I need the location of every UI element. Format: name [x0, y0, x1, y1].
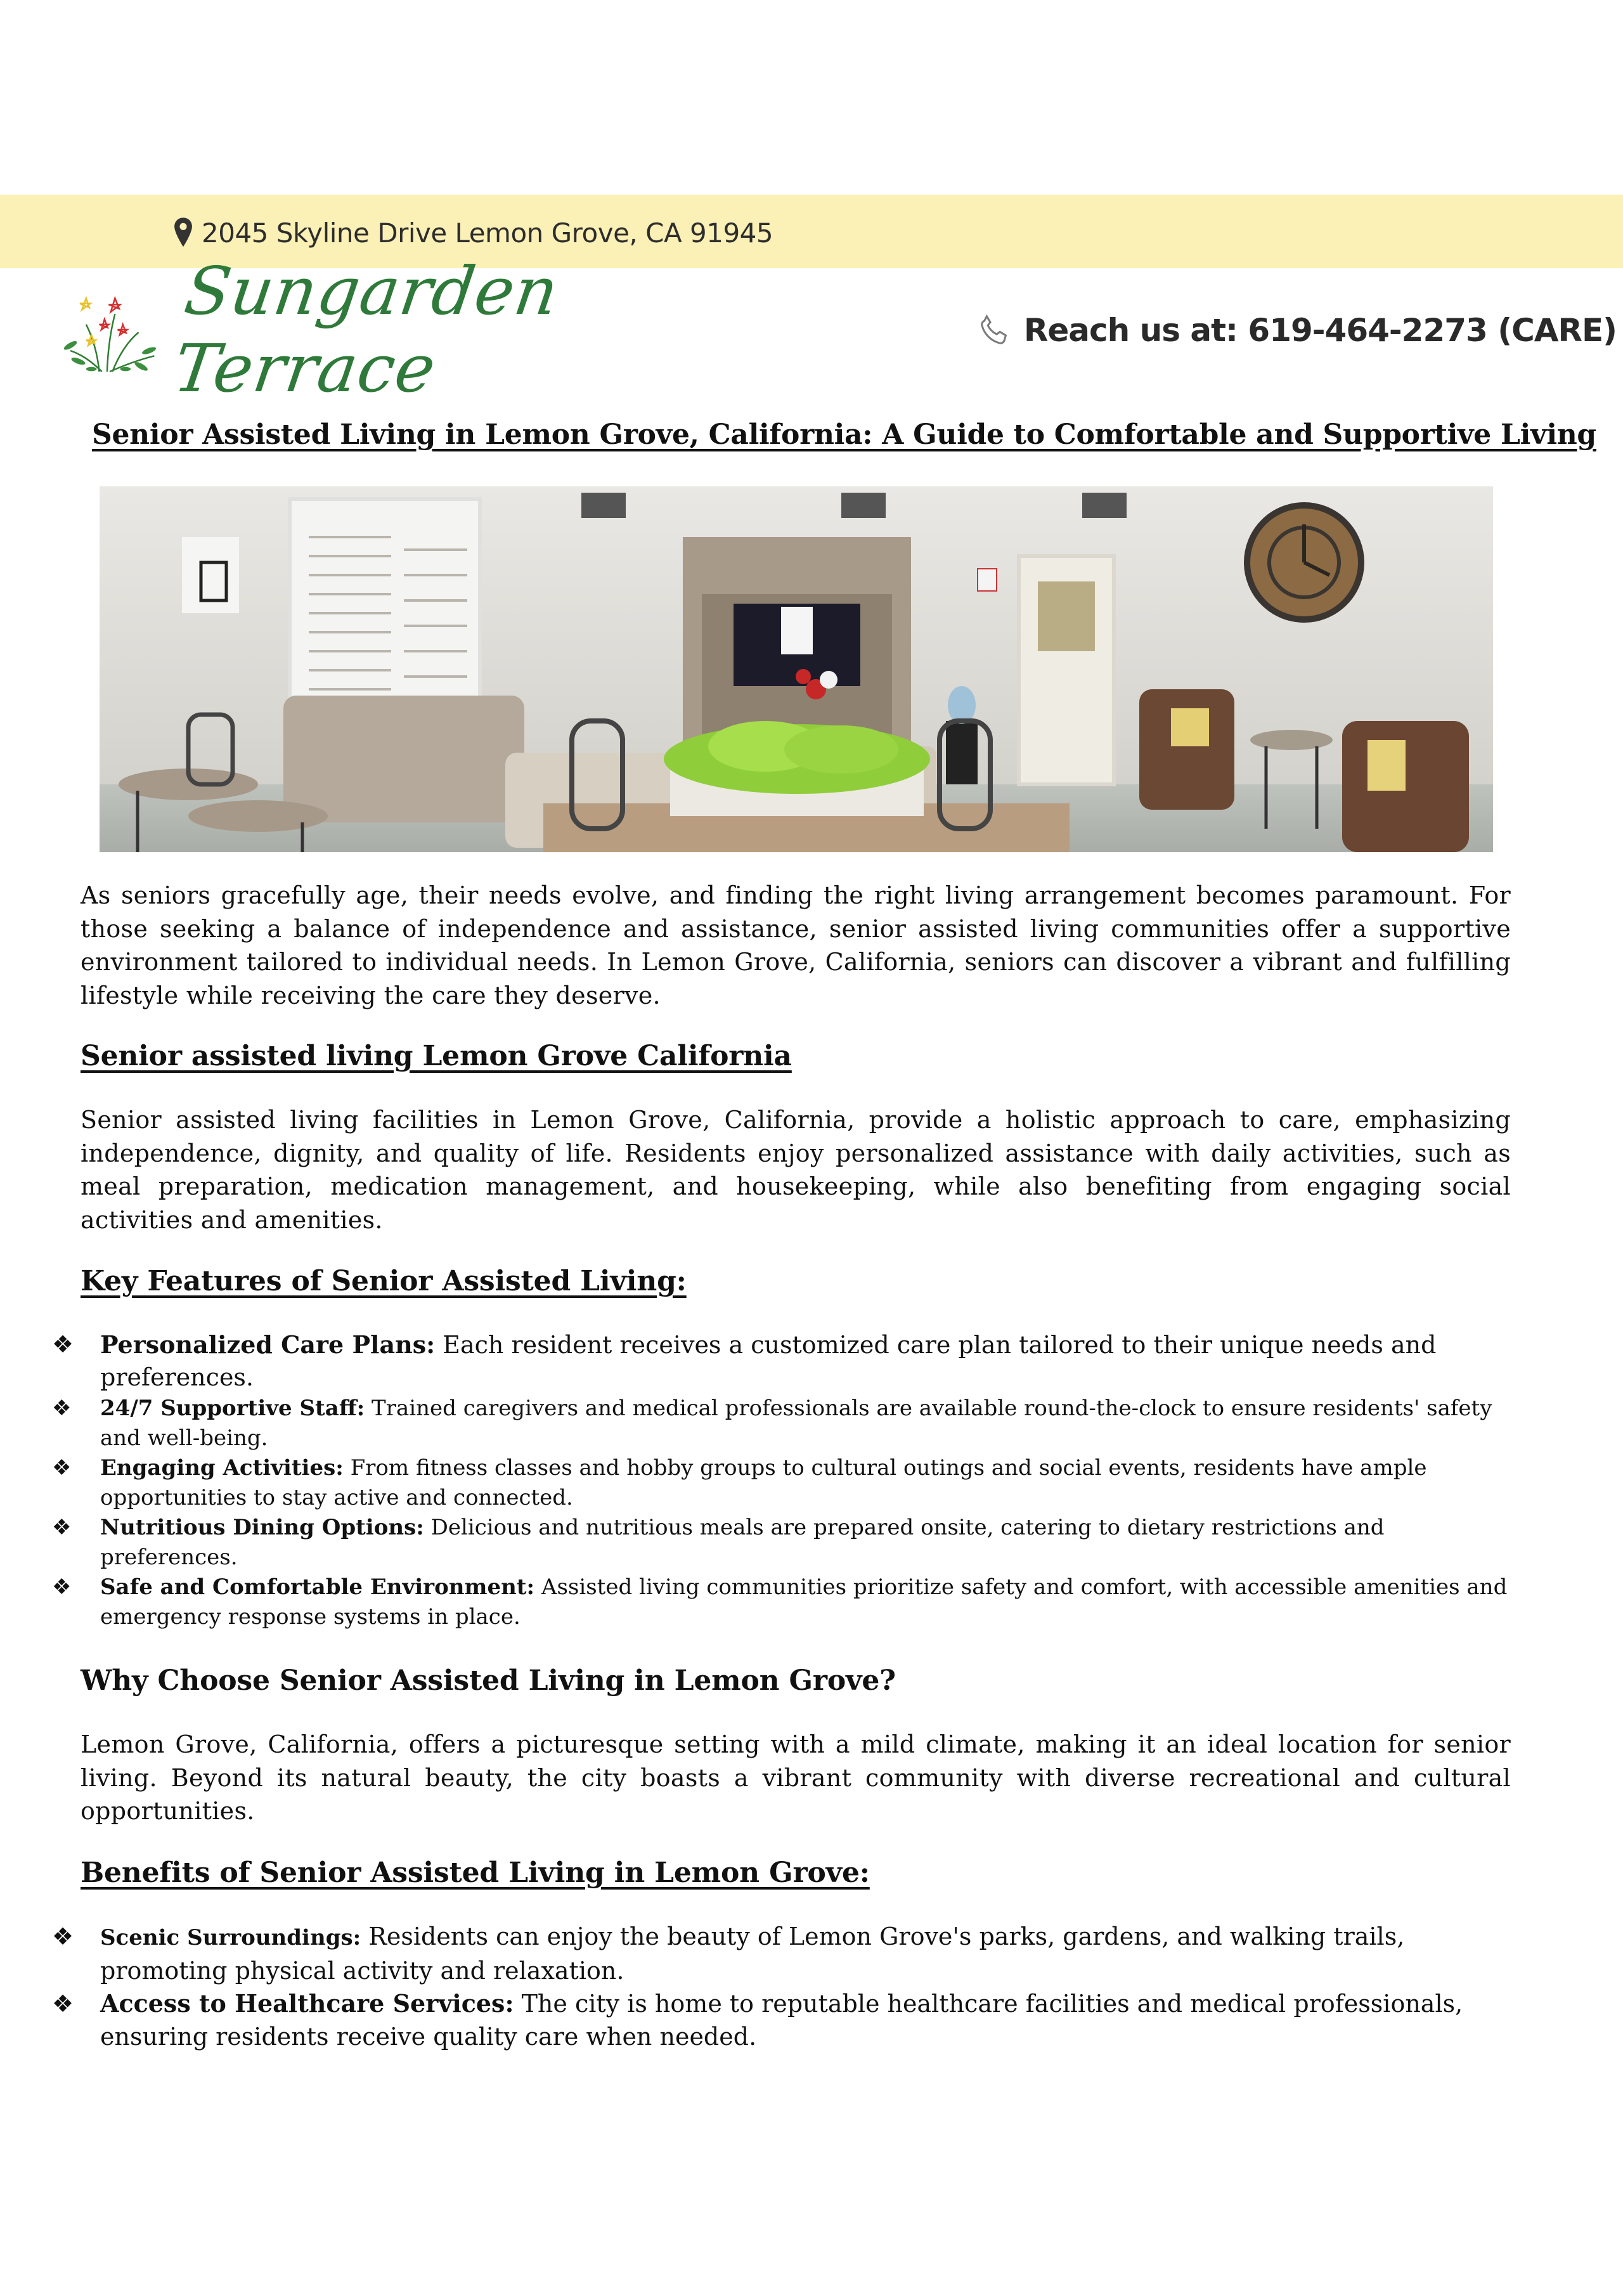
list-item [48, 1394, 1519, 1453]
living-room-illustration [100, 486, 1493, 852]
address-text: 2045 Skyline Drive Lemon Grove, CA 91945 [202, 217, 773, 249]
brand-logo[interactable] [49, 252, 721, 407]
reach-label: Reach us at: 619-464-2273 (CARE) [1023, 312, 1617, 349]
phone-icon [977, 311, 1012, 349]
list-item-title: Scenic Surroundings: [100, 1925, 361, 1950]
list-item [48, 1573, 1519, 1632]
list-item-text: The city is home to reputable healthcare facilities and medical professionals, ensuring residents receive quality care when needed. [100, 1990, 1463, 2051]
map-pin-icon [172, 217, 194, 249]
list-item-title: Safe and Comfortable Environment: [100, 1574, 535, 1600]
flower-bouquet-icon [49, 273, 170, 387]
list-item-text: Trained caregivers and medical professionals are available round-the-clock to ensure residents' safety and well-being. [100, 1396, 1492, 1451]
section-heading-benefits: Benefits of Senior Assisted Living in Lemon Grove: [81, 1857, 870, 1889]
hero-image [100, 486, 1493, 852]
contact-phone[interactable] [977, 302, 1617, 359]
list-item [48, 1920, 1519, 1987]
list-item [48, 1987, 1519, 2053]
list-item-text: Delicious and nutritious meals are prepared onsite, catering to dietary restrictions and preferences. [100, 1515, 1385, 1570]
diamond-bullet-icon: ❖ [52, 1396, 72, 1421]
list-item-text: Each resident receives a customized care plan tailored to their unique needs and preferences. [100, 1331, 1437, 1391]
address[interactable] [172, 214, 773, 252]
list-item [48, 1328, 1519, 1394]
list-item [48, 1513, 1519, 1573]
diamond-bullet-icon: ❖ [52, 1574, 72, 1600]
list-item-text: Residents can enjoy the beauty of Lemon Grove's parks, gardens, and walking trails, promoting physical activity and relaxation. [100, 1923, 1405, 1985]
diamond-bullet-icon: ❖ [52, 1330, 74, 1358]
section-heading-key-features: Key Features of Senior Assisted Living: [81, 1265, 687, 1297]
benefits-list [48, 1920, 1519, 2053]
section-paragraph-why-choose: Lemon Grove, California, offers a picturesque setting with a mild climate, making it an ideal location for senior living. Beyond its natural beauty, the city boasts a vibrant community with diverse recreational and cultural opportunities. [81, 1730, 1511, 1825]
diamond-bullet-icon: ❖ [52, 1515, 72, 1540]
list-item-title: 24/7 Supportive Staff: [100, 1396, 365, 1421]
list-item-text: From fitness classes and hobby groups to cultural outings and social events, residents have ample opportunities to stay active and connected. [100, 1455, 1427, 1510]
diamond-bullet-icon: ❖ [52, 1990, 74, 2018]
list-item-title: Personalized Care Plans: [100, 1330, 436, 1359]
section-paragraph-senior-assisted-living: Senior assisted living facilities in Lemon Grove, California, provide a holistic approach to care, emphasizing independence, dignity, and quality of life. Residents enjoy personalized assistance with daily activities, such as meal preparation, medication management, and housekeeping, while also benefiting from engaging social activities and amenities. [81, 1106, 1511, 1234]
brand-name: Sungarden Terrace [169, 252, 564, 407]
list-item-title: Engaging Activities: [100, 1455, 344, 1481]
diamond-bullet-icon: ❖ [52, 1923, 74, 1950]
list-item-title: Access to Healthcare Services: [100, 1989, 514, 2018]
page-title: Senior Assisted Living in Lemon Grove, California: A Guide to Comfortable and Supportive Living [92, 418, 1596, 451]
list-item-title: Nutritious Dining Options: [100, 1515, 424, 1540]
list-item [48, 1453, 1519, 1513]
key-features-list [48, 1328, 1519, 1632]
intro-paragraph: As seniors gracefully age, their needs evolve, and finding the right living arrangement becomes paramount. For those seeking a balance of independence and assistance, senior assisted living communities offer a supportive environment tailored to individual needs. In Lemon Grove, California, seniors can discover a vibrant and fulfilling lifestyle while receiving the care they deserve. [81, 881, 1511, 1009]
diamond-bullet-icon: ❖ [52, 1455, 72, 1481]
section-heading-why-choose: Why Choose Senior Assisted Living in Lemon Grove? [81, 1664, 896, 1697]
section-heading-senior-assisted-living: Senior assisted living Lemon Grove California [81, 1040, 792, 1072]
list-item-text: Assisted living communities prioritize safety and comfort, with accessible amenities and emergency response systems in place. [100, 1574, 1508, 1630]
